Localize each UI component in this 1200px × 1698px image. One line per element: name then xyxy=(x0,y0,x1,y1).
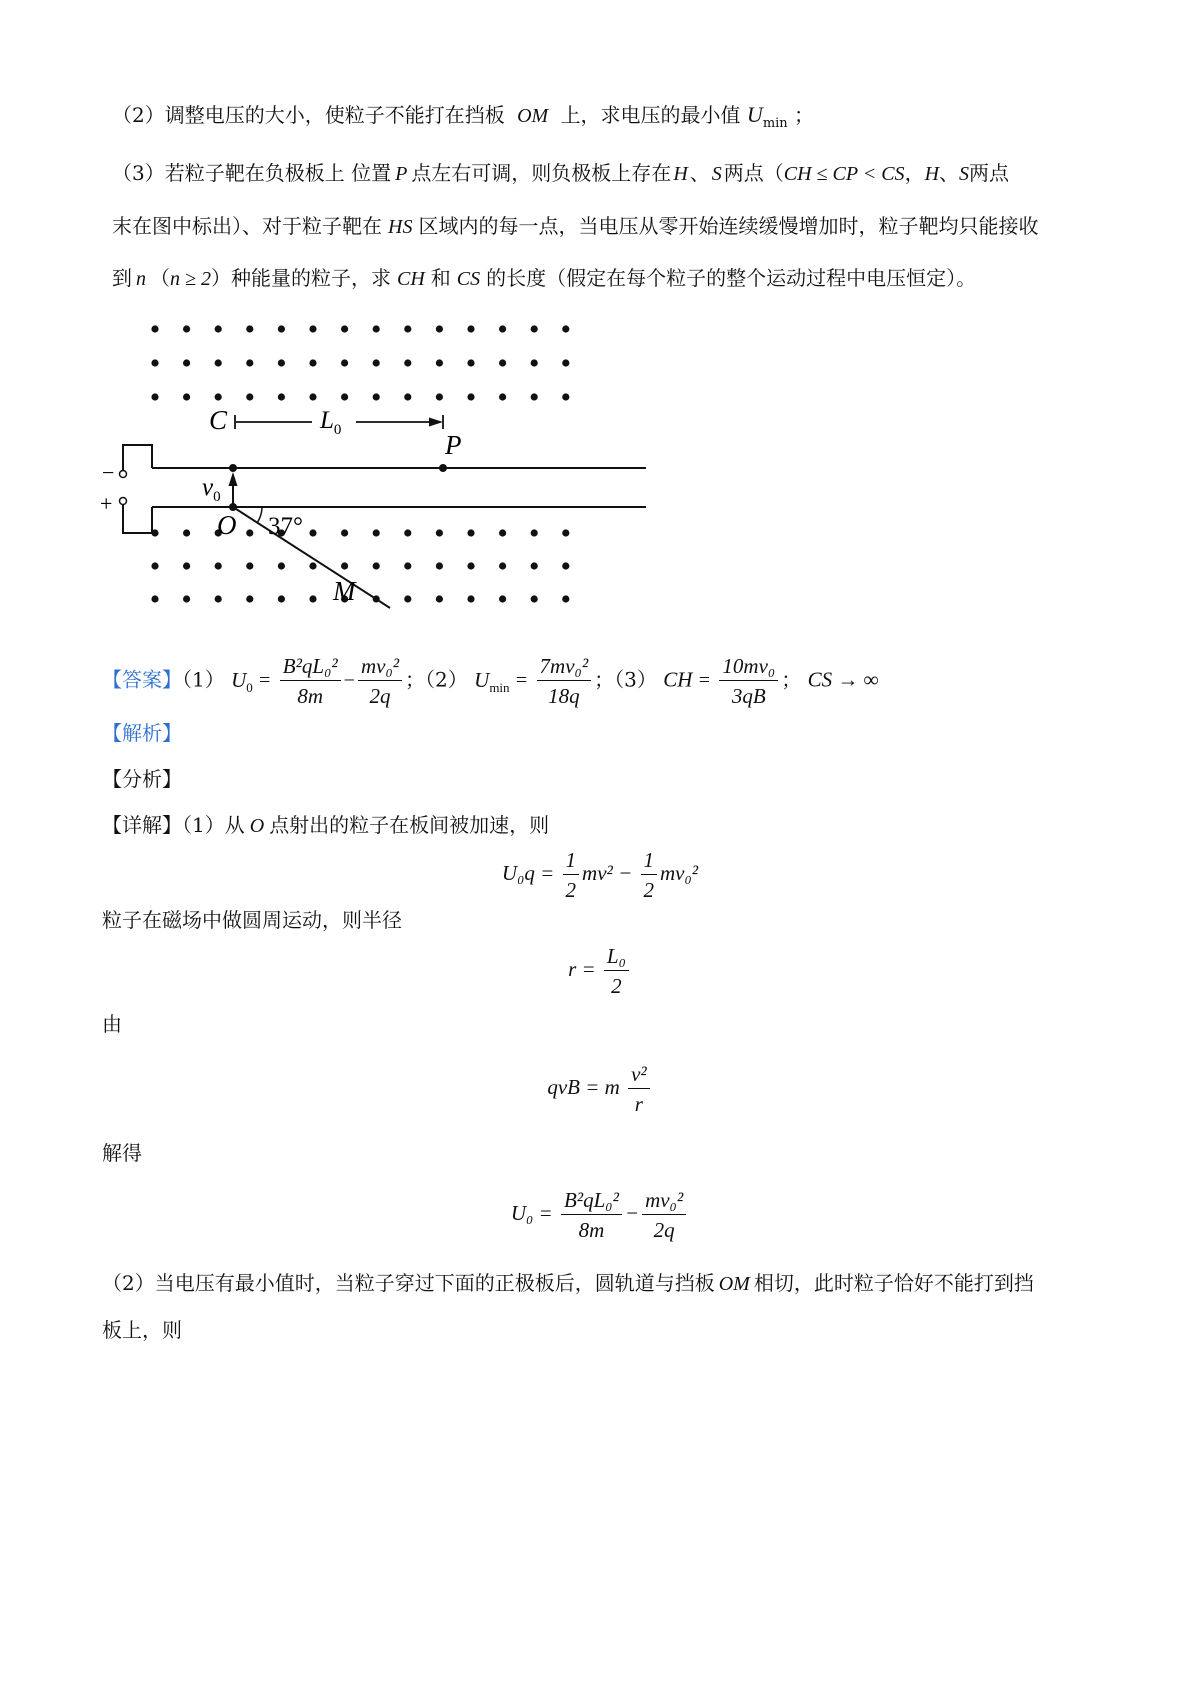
label-angle: 37° xyxy=(268,513,303,540)
q3-text-l3a: 到 xyxy=(112,266,132,290)
text-you: 由 xyxy=(102,1012,122,1036)
field-dot xyxy=(531,359,538,366)
negative-terminal xyxy=(120,471,127,478)
field-dot xyxy=(436,595,443,602)
l0-arrowhead xyxy=(429,418,443,427)
part2-var-om: OM xyxy=(718,1273,750,1295)
q3-text-l2a: 末在图中标出）、对于粒子靶在 xyxy=(112,214,382,238)
field-dot xyxy=(467,595,474,602)
magnetic-field-dots-lower xyxy=(151,529,569,602)
field-dot xyxy=(404,595,411,602)
q3-condition: n ≥ 2 xyxy=(170,268,211,290)
q3-text-l3c: ）种能量的粒子，求 xyxy=(210,266,391,290)
field-dot xyxy=(467,393,474,400)
answer-part1-label: （1） xyxy=(182,667,225,692)
field-dot xyxy=(183,393,190,400)
q3-text-l3d: 和 xyxy=(430,266,451,290)
eq3-frac: $\frac{\text{v²}}{r}$ xyxy=(628,1062,650,1116)
label-v0: $v_0$ xyxy=(202,474,221,505)
q3-text-f: 、 xyxy=(939,161,960,185)
field-dot xyxy=(151,393,158,400)
field-dot xyxy=(183,529,190,536)
answer-frac1: $\frac{\text{B²qL₀²}}{8m}$ xyxy=(280,654,341,708)
label-o: O xyxy=(217,510,237,540)
part2-text-b: 相切，此时粒子恰好不能打到挡 xyxy=(753,1271,1034,1295)
negative-terminal-wire xyxy=(123,445,152,471)
q3-var-p: P xyxy=(395,163,408,185)
field-dot xyxy=(309,393,316,400)
text-jiede: 解得 xyxy=(102,1141,142,1165)
field-dot xyxy=(278,595,285,602)
field-dot xyxy=(467,529,474,536)
detail-text-a: （1）从 xyxy=(182,813,245,837)
eq4-minus: − xyxy=(624,1200,640,1225)
positive-terminal xyxy=(120,498,127,505)
q3-text-d: 两点（ xyxy=(723,161,784,185)
answer-cs: CS → ∞ xyxy=(807,667,879,692)
q3-var-n: n xyxy=(136,268,146,290)
field-dot xyxy=(246,595,253,602)
eq3-lhs: qvB = m xyxy=(547,1074,620,1099)
answer-part3-label: （3） xyxy=(614,667,657,692)
label-l0: $L_0$ xyxy=(320,407,342,438)
eq1-lhs: U₀q = xyxy=(501,860,555,885)
field-dot xyxy=(404,562,411,569)
field-dot xyxy=(562,325,569,332)
field-dot xyxy=(436,562,443,569)
answer-frac4: $\frac{\text{10mv₀}}{3qB}$ xyxy=(719,654,778,708)
field-dot xyxy=(531,325,538,332)
field-dot xyxy=(215,595,222,602)
question-2-line xyxy=(112,104,814,130)
field-dot xyxy=(183,595,190,602)
answer-line xyxy=(102,654,879,708)
q2-var-u: U xyxy=(746,102,763,127)
field-dot xyxy=(499,393,506,400)
q2-var-om: OM xyxy=(517,105,549,127)
question-3-line-1 xyxy=(112,163,1009,184)
q3-text-l3e: 的长度（假定在每个粒子的整个运动过程中电压恒定）。 xyxy=(486,266,977,290)
field-dot xyxy=(562,595,569,602)
eq4-frac2: $\frac{\text{mv₀²}}{2q}$ xyxy=(642,1188,686,1242)
analysis-tag: 【解析】 xyxy=(102,721,182,745)
field-dot xyxy=(278,393,285,400)
q3-text-b: 点左右可调，则负极板上存在 xyxy=(411,161,672,185)
field-dot xyxy=(499,529,506,536)
field-dot xyxy=(309,529,316,536)
plus-sign: + xyxy=(100,491,113,516)
physics-figure xyxy=(100,300,660,670)
field-dot xyxy=(467,359,474,366)
question-3-line-3 xyxy=(112,268,976,289)
field-dot xyxy=(246,325,253,332)
field-dot xyxy=(309,595,316,602)
q3-var-h: H xyxy=(673,163,688,185)
field-dot xyxy=(373,325,380,332)
positive-terminal-wire xyxy=(123,504,152,533)
field-dot xyxy=(246,359,253,366)
answer-eq3: = xyxy=(698,669,711,692)
q2-text-b: 上，求电压的最小值 xyxy=(560,103,741,127)
field-dot xyxy=(467,562,474,569)
field-dot xyxy=(436,325,443,332)
answer-u0: $U_0$ xyxy=(231,667,253,695)
q3-text-l3b: （ xyxy=(150,266,170,290)
field-dot xyxy=(151,359,158,366)
part2-text-a: （2）当电压有最小值时，当粒子穿过下面的正极板后，圆轨道与挡板 xyxy=(102,1271,715,1295)
field-dot xyxy=(531,393,538,400)
field-dot xyxy=(373,562,380,569)
q3-var-ch: CH xyxy=(396,268,425,290)
equation-2 xyxy=(0,944,1200,998)
field-dot xyxy=(246,562,253,569)
answer-minus: − xyxy=(343,669,355,692)
field-dot xyxy=(531,562,538,569)
field-dot xyxy=(404,359,411,366)
field-dot xyxy=(278,359,285,366)
q3-text-g: 两点 xyxy=(969,161,1010,185)
field-dot xyxy=(183,562,190,569)
question-3-line-2 xyxy=(112,216,1038,237)
label-c: C xyxy=(209,405,228,435)
equation-4 xyxy=(0,1188,1200,1242)
field-dot xyxy=(341,529,348,536)
field-dot xyxy=(467,325,474,332)
field-dot xyxy=(278,325,285,332)
field-dot xyxy=(436,359,443,366)
angle-arc xyxy=(257,507,262,523)
minus-sign: − xyxy=(102,460,115,485)
q3-var-s: S xyxy=(711,163,722,185)
q2-end: ； xyxy=(794,103,815,127)
field-dot xyxy=(215,393,222,400)
eq1-end: mv₀² xyxy=(660,860,699,885)
field-dot xyxy=(499,595,506,602)
detail-var-o: O xyxy=(249,815,265,837)
q3-var-hs: HS xyxy=(388,216,413,238)
field-dot xyxy=(562,529,569,536)
q2-text-a: （2）调整电压的大小，使粒子不能打在挡板 xyxy=(112,103,505,127)
answer-frac2: $\frac{\text{mv₀²}}{2q}$ xyxy=(358,654,402,708)
fenxi-tag: 【分析】 xyxy=(102,767,182,791)
field-dot xyxy=(341,359,348,366)
text-radius: 粒子在磁场中做圆周运动，则半径 xyxy=(102,908,402,932)
q3-text-l2b: 区域内的每一点，当电压从零开始连续缓慢增加时，粒子靶均只能接收 xyxy=(418,214,1039,238)
equation-1 xyxy=(0,848,1200,902)
detail-tag: 【详解】 xyxy=(102,813,182,837)
answer-part2-label: （2） xyxy=(425,667,468,692)
field-dot xyxy=(373,529,380,536)
label-p: P xyxy=(445,430,462,460)
q3-text-c: 、 xyxy=(689,161,710,185)
eq4-frac1: $\frac{\text{B²qL₀²}}{8m}$ xyxy=(561,1188,622,1242)
answer-tag: 【答案】 xyxy=(102,667,182,692)
answer-eq1: = xyxy=(259,669,271,692)
field-dot xyxy=(341,325,348,332)
field-dot xyxy=(562,359,569,366)
field-dot xyxy=(373,393,380,400)
field-dot xyxy=(531,595,538,602)
q3-var-s2: S xyxy=(959,163,970,185)
baffle-om xyxy=(233,507,390,608)
field-dot xyxy=(341,562,348,569)
field-dot xyxy=(215,325,222,332)
field-dot xyxy=(183,325,190,332)
q2-sub-min: min xyxy=(762,116,788,131)
field-dot xyxy=(436,529,443,536)
field-dot xyxy=(562,393,569,400)
eq1-frac1: $\frac{1}{2}$ xyxy=(563,848,580,902)
q3-text-a: （3）若粒子靶在负极板上 位置 xyxy=(112,161,392,185)
field-dot xyxy=(531,529,538,536)
q3-var-h2: H xyxy=(924,163,940,185)
field-dot xyxy=(562,562,569,569)
eq1-mid: mv² − xyxy=(582,860,633,885)
field-dot xyxy=(309,562,316,569)
q3-inequality: CH ≤ CP < CS xyxy=(783,163,905,185)
field-dot xyxy=(309,359,316,366)
part2-line-1 xyxy=(102,1273,1034,1294)
eq4-lhs: U₀ = xyxy=(510,1200,553,1225)
velocity-arrowhead xyxy=(229,472,238,486)
field-dot xyxy=(215,562,222,569)
answer-frac3: $\frac{\text{7mv₀²}}{18q}$ xyxy=(537,654,592,708)
detail-text-b: 点射出的粒子在板间被加速，则 xyxy=(269,813,550,837)
answer-sep1: ； xyxy=(405,667,426,692)
field-dot xyxy=(309,325,316,332)
answer-ch: CH xyxy=(663,667,693,692)
field-dot xyxy=(404,325,411,332)
field-dot xyxy=(404,393,411,400)
eq2-frac: $\frac{\text{L₀}}{2}$ xyxy=(604,944,629,998)
label-m: M xyxy=(333,576,356,606)
eq1-frac2: $\frac{1}{2}$ xyxy=(641,848,658,902)
field-dot xyxy=(436,393,443,400)
detail-line xyxy=(102,815,549,836)
magnetic-field-dots-upper xyxy=(151,300,569,401)
field-dot xyxy=(404,529,411,536)
field-dot xyxy=(151,562,158,569)
field-dot xyxy=(373,359,380,366)
answer-sep2: ； xyxy=(594,667,615,692)
field-dot xyxy=(278,562,285,569)
field-dot xyxy=(151,595,158,602)
part2-line-2: 板上，则 xyxy=(102,1318,182,1342)
field-dot xyxy=(341,393,348,400)
field-dot xyxy=(215,359,222,366)
answer-umin: $U_{min}$ xyxy=(474,667,510,695)
field-dot xyxy=(151,325,158,332)
field-dot xyxy=(499,562,506,569)
q3-text-e: ， xyxy=(904,161,925,185)
equation-3 xyxy=(0,1062,1200,1116)
field-dot xyxy=(246,529,253,536)
answer-sep3: ； xyxy=(781,667,802,692)
field-dot xyxy=(183,359,190,366)
eq2-lhs: r = xyxy=(568,956,596,981)
q3-var-cs: CS xyxy=(456,268,481,290)
point-p xyxy=(439,464,447,472)
field-dot xyxy=(499,325,506,332)
answer-eq2: = xyxy=(515,669,528,692)
field-dot xyxy=(246,393,253,400)
point-c xyxy=(229,464,237,472)
field-dot xyxy=(499,359,506,366)
